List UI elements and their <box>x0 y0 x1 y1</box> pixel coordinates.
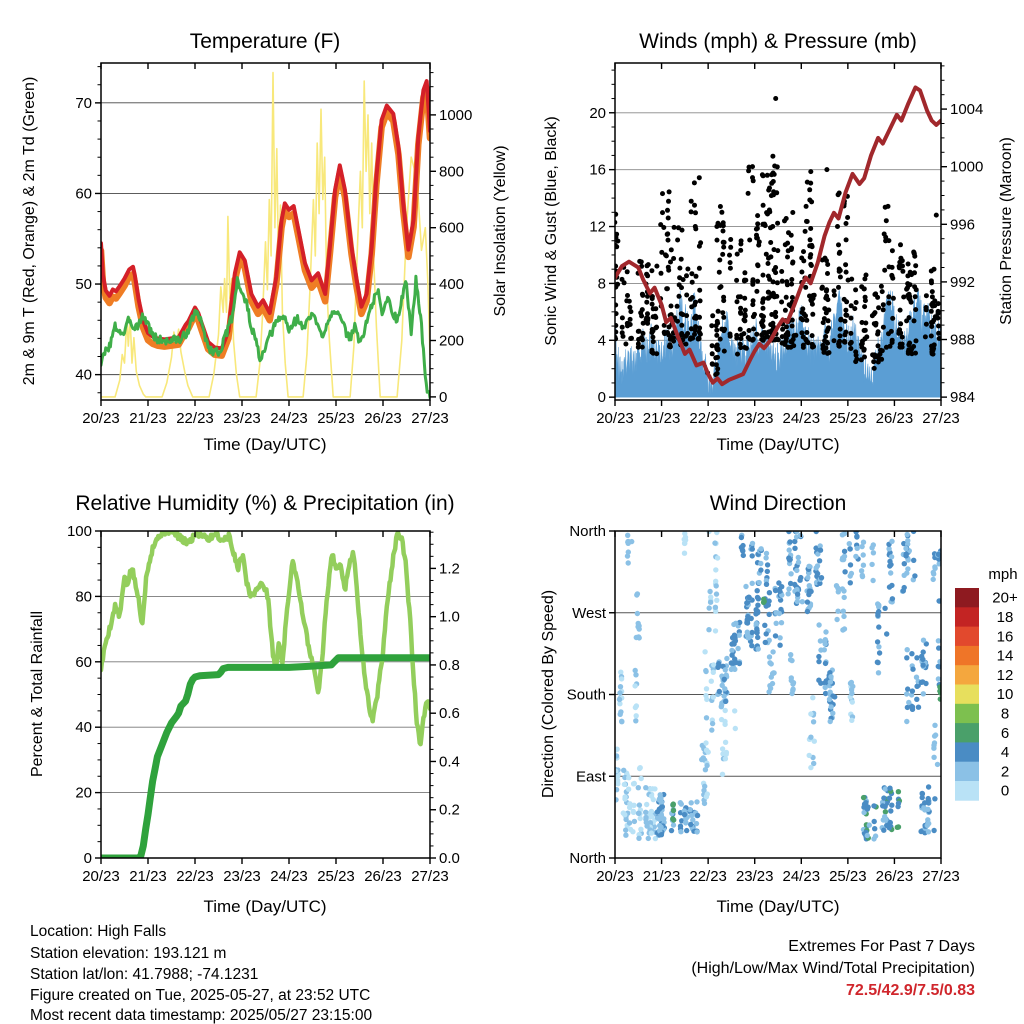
footer-elevation: Station elevation: 193.121 m <box>30 945 227 962</box>
x-tick-label: 24/23 <box>270 410 308 427</box>
extremes-title: Extremes For Past 7 Days <box>788 938 975 955</box>
legend-label: 4 <box>1000 744 1010 762</box>
legend-label: 2 <box>1000 763 1010 781</box>
legend-swatch <box>955 704 979 724</box>
wind_direction_dots-series <box>613 529 944 842</box>
winddir-xaxis-label: Time (Day/UTC) <box>716 897 840 916</box>
x-tick-label: 26/23 <box>875 410 914 427</box>
y-tick-label: 1004 <box>950 101 984 119</box>
temperature-yaxis-right-label: Solar Insolation (Yellow) <box>492 145 509 317</box>
x-tick-label: 23/23 <box>223 868 261 885</box>
y-tick-label: North <box>569 850 606 867</box>
y-tick-label: East <box>575 768 606 786</box>
y-tick-label: 1.2 <box>439 560 460 578</box>
winddir-yaxis-left-label: Direction (Colored By Speed) <box>540 589 557 799</box>
legend-label: 10 <box>996 686 1014 704</box>
y-tick-label: 200 <box>439 332 465 350</box>
y-tick-label: 0 <box>439 388 448 406</box>
footer-location: Location: High Falls <box>30 923 167 940</box>
winddir-plot <box>567 523 960 885</box>
x-tick-label: 22/23 <box>689 868 727 885</box>
y-tick-label: 60 <box>75 185 92 203</box>
winds-plot <box>589 63 983 427</box>
legend-label: 16 <box>996 628 1014 646</box>
x-tick-label: 26/23 <box>364 868 402 885</box>
x-tick-label: 24/23 <box>270 868 308 885</box>
humidity-yaxis-left-label: Percent & Total Rainfall <box>29 610 46 778</box>
x-tick-label: 27/23 <box>411 868 449 885</box>
x-tick-label: 20/23 <box>596 868 634 885</box>
y-tick-label: 40 <box>75 366 92 384</box>
legend-label: 20+ <box>992 589 1018 607</box>
x-tick-label: 20/23 <box>82 868 120 885</box>
x-tick-label: 25/23 <box>829 410 867 427</box>
x-tick-label: 26/23 <box>875 868 914 885</box>
humidity-xaxis-label: Time (Day/UTC) <box>203 897 327 916</box>
footer-created: Figure created on Tue, 2025-05-27, at 23:52 UTC <box>30 987 371 1004</box>
total_rainfall-series <box>101 658 430 858</box>
y-tick-label: 800 <box>439 163 465 181</box>
x-tick-label: 22/23 <box>689 410 727 427</box>
footer-latlon: Station lat/lon: 41.7988; -74.1231 <box>30 966 259 983</box>
legend-swatch <box>955 762 979 782</box>
x-tick-label: 25/23 <box>829 868 867 885</box>
x-tick-label: 25/23 <box>317 410 355 427</box>
y-tick-label: 8 <box>597 275 606 293</box>
temperature-title: Temperature (F) <box>189 30 341 53</box>
legend-label: 6 <box>1000 724 1010 742</box>
x-tick-label: 21/23 <box>642 868 681 885</box>
legend-label: 18 <box>996 608 1014 626</box>
x-tick-label: 27/23 <box>411 410 449 427</box>
x-tick-label: 21/23 <box>129 410 167 427</box>
legend-swatch <box>955 588 979 608</box>
y-tick-label: 992 <box>950 273 976 291</box>
temperature-xaxis-label: Time (Day/UTC) <box>203 435 327 454</box>
y-tick-label: 70 <box>75 94 92 112</box>
y-tick-label: 20 <box>75 784 92 802</box>
winds-pressure-title: Winds (mph) & Pressure (mb) <box>639 30 917 53</box>
x-tick-label: 23/23 <box>735 868 774 885</box>
x-tick-label: 20/23 <box>82 410 120 427</box>
legend-label: 14 <box>996 647 1014 665</box>
legend-label: 12 <box>996 666 1014 684</box>
y-tick-label: West <box>572 604 606 622</box>
y-tick-label: 400 <box>439 276 465 294</box>
x-tick-label: 24/23 <box>782 868 821 885</box>
y-tick-label: 80 <box>75 588 92 606</box>
y-tick-label: 50 <box>75 276 92 294</box>
footer-timestamp: Most recent data timestamp: 2025/05/27 23:15:00 <box>30 1007 373 1024</box>
humidity-precip-title: Relative Humidity (%) & Precipitation (in) <box>75 492 455 515</box>
y-tick-label: South <box>566 686 606 704</box>
y-tick-label: 12 <box>589 218 606 236</box>
winds-xaxis-label: Time (Day/UTC) <box>716 435 840 454</box>
y-tick-label: 0 <box>83 850 92 867</box>
extremes-subtitle: (High/Low/Max Wind/Total Precipitation) <box>691 960 975 977</box>
temperature-yaxis-left-label: 2m & 9m T (Red, Orange) & 2m Td (Green) <box>21 76 38 386</box>
x-tick-label: 21/23 <box>129 868 167 885</box>
y-tick-label: 0 <box>597 389 606 407</box>
x-tick-label: 27/23 <box>922 410 960 427</box>
y-tick-label: 20 <box>589 104 606 122</box>
y-tick-label: 984 <box>950 389 976 407</box>
x-tick-label: 22/23 <box>176 868 214 885</box>
y-tick-label: 0.6 <box>439 705 460 723</box>
x-tick-label: 21/23 <box>642 410 681 427</box>
winds-yaxis-left-label: Sonic Wind & Gust (Blue, Black) <box>543 116 560 346</box>
y-tick-label: 4 <box>597 332 606 350</box>
y-tick-label: 0.2 <box>439 801 460 819</box>
x-tick-label: 27/23 <box>922 868 960 885</box>
y-tick-label: 996 <box>950 216 976 234</box>
y-tick-label: 1000 <box>439 106 473 124</box>
speed-legend-title: mph <box>988 566 1018 583</box>
x-tick-label: 26/23 <box>364 410 402 427</box>
legend-label: 8 <box>1000 705 1010 723</box>
legend-swatch <box>955 742 979 762</box>
y-tick-label: 16 <box>589 161 606 179</box>
legend-label: 0 <box>1000 782 1010 800</box>
legend-swatch <box>955 665 979 685</box>
y-tick-label: 0.0 <box>439 850 460 867</box>
legend-swatch <box>955 685 979 705</box>
y-tick-label: 0.8 <box>439 656 460 674</box>
y-tick-label: North <box>569 523 606 540</box>
legend-swatch <box>955 627 979 647</box>
y-tick-label: 60 <box>75 653 92 671</box>
y-tick-label: 1000 <box>950 158 984 176</box>
wind-direction-title: Wind Direction <box>709 492 847 515</box>
y-tick-label: 0.4 <box>439 753 460 771</box>
y-tick-label: 600 <box>439 219 465 237</box>
relative_humidity-series <box>101 531 430 744</box>
legend-swatch <box>955 607 979 627</box>
legend-swatch <box>955 723 979 743</box>
x-tick-label: 24/23 <box>782 410 821 427</box>
x-tick-label: 23/23 <box>223 410 261 427</box>
x-tick-label: 25/23 <box>317 868 355 885</box>
y-tick-label: 988 <box>950 331 976 349</box>
speed-legend <box>955 588 1018 801</box>
x-tick-label: 20/23 <box>596 410 634 427</box>
extremes-values: 72.5/42.9/7.5/0.83 <box>846 982 975 999</box>
y-tick-label: 1.0 <box>439 608 460 626</box>
winds-yaxis-right-label: Station Pressure (Maroon) <box>998 137 1015 325</box>
x-tick-label: 23/23 <box>735 410 774 427</box>
x-tick-label: 22/23 <box>176 410 214 427</box>
y-tick-label: 100 <box>66 523 92 540</box>
legend-swatch <box>955 646 979 666</box>
y-tick-label: 40 <box>75 719 92 737</box>
legend-swatch <box>955 781 979 801</box>
temperature-plot <box>75 63 472 427</box>
humidity-plot <box>67 523 460 885</box>
